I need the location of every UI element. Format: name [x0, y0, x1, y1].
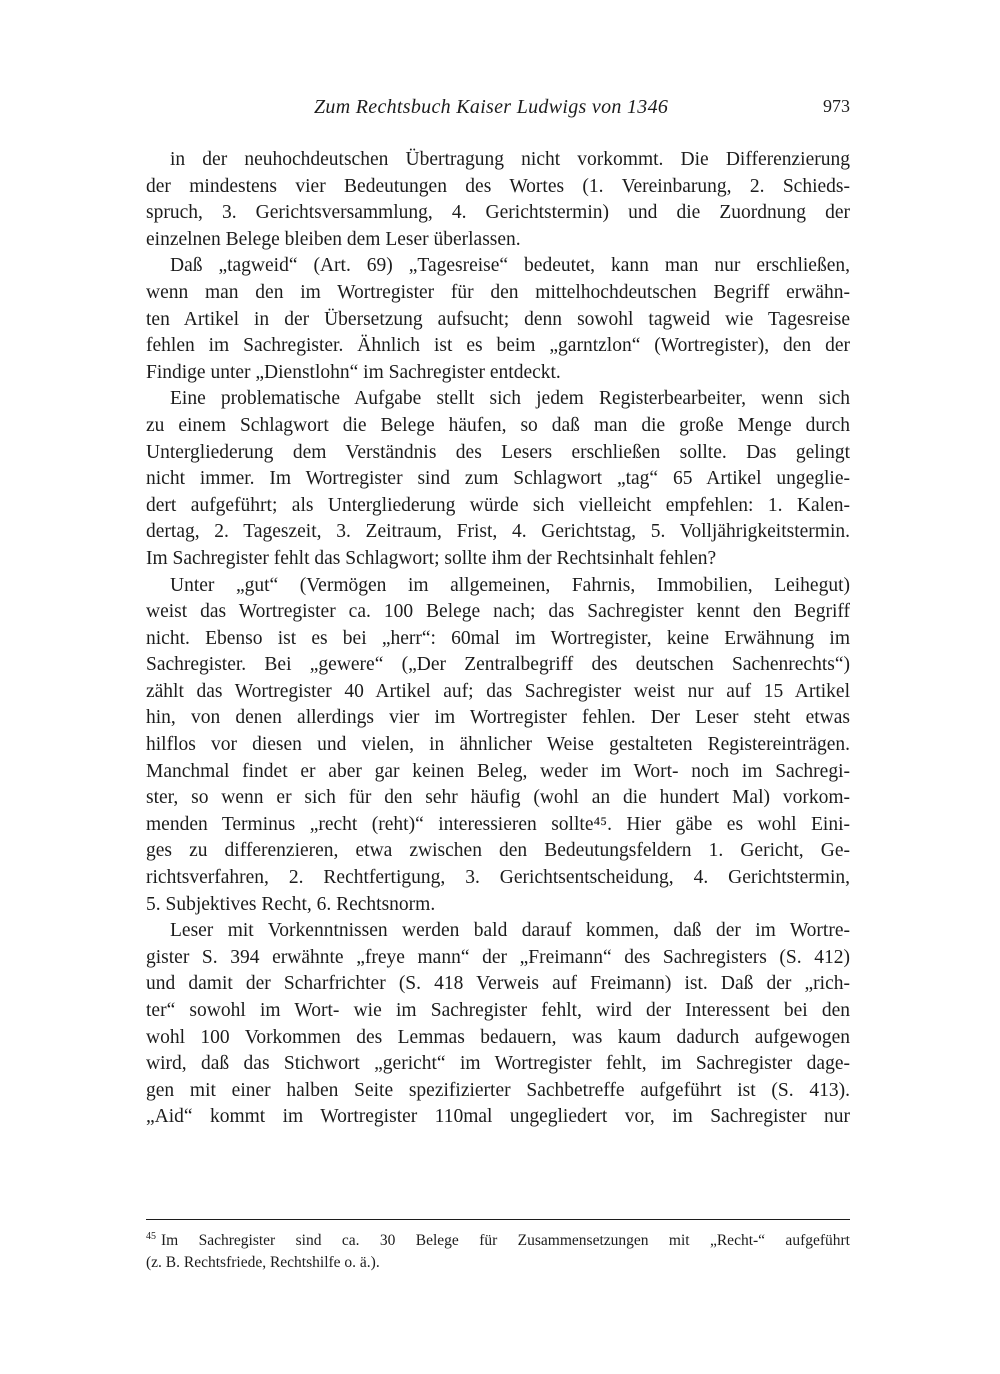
text-line: einzelnen Belege bleiben dem Leser überlassen.: [146, 228, 521, 250]
text-line: zählt das Wortregister 40 Artikel auf; das Sachregister weist nur auf 15 Artikel: [146, 680, 850, 702]
text-line: 5. Subjektives Recht, 6. Rechtsnorm.: [146, 893, 436, 915]
text-line: weist das Wortregister ca. 100 Belege nach; das Sachregister kennt den Begriff: [146, 601, 850, 623]
footnote-marker: 45: [146, 1230, 156, 1242]
text-line: hilflos vor diesen und vielen, in ähnlicher Weise gestalteten Registereinträgen.: [146, 734, 850, 756]
text-line: Sachregister. Bei „gewere“ („Der Zentralbegriff des deutschen Sachenrechts“): [146, 654, 850, 676]
text-line: Untergliederung dem Verständnis des Lesers erschließen sollte. Das gelingt: [146, 441, 850, 463]
text-line: dertag, 2. Tageszeit, 3. Zeitraum, Frist, 4. Gerichtstag, 5. Volljährigkeitstermin.: [146, 521, 850, 543]
text-line: „Aid“ kommt im Wortregister 110mal ungegliedert vor, im Sachregister nur: [146, 1106, 850, 1128]
text-line: und damit der Scharfrichter (S. 418 Verweis auf Freimann) ist. Daß der „rich-: [146, 973, 850, 995]
footnote-line: (z. B. Rechtsfriede, Rechtshilfe o. ä.).: [146, 1254, 380, 1271]
text-line: ter“ sowohl im Wort- wie im Sachregister fehlt, wird der Interessent bei den: [146, 1000, 850, 1021]
text-line: hin, von denen allerdings vier im Wortregister fehlen. Der Leser steht etwas: [146, 707, 850, 729]
running-header: [146, 96, 850, 124]
text-line: Daß „tagweid“ (Art. 69) „Tagesreise“ bedeutet, kann man nur erschließen,: [170, 255, 850, 277]
text-line: gister S. 394 erwähnte „freye mann“ der „Freimann“ des Sachregisters (S. 412): [146, 946, 850, 968]
text-line: spruch, 3. Gerichtsversammlung, 4. Gerichtstermin) und die Zuordnung der: [146, 202, 850, 224]
text-line: der mindestens vier Bedeutungen des Wortes (1. Vereinbarung, 2. Schieds-: [146, 175, 850, 197]
text-line: ges zu differenzieren, etwa zwischen den Bedeutungsfeldern 1. Gericht, Ge-: [146, 840, 850, 862]
text-line: Im Sachregister fehlt das Schlagwort; sollte ihm der Rechtsinhalt fehlen?: [146, 547, 717, 569]
text-line: Eine problematische Aufgabe stellt sich jedem Registerbearbeiter, wenn sich: [170, 388, 850, 410]
running-title: Zum Rechtsbuch Kaiser Ludwigs von 1346: [314, 96, 669, 118]
text-line: richtsverfahren, 2. Rechtfertigung, 3. Gerichtsentscheidung, 4. Gerichtstermin,: [146, 867, 850, 889]
text-line: in der neuhochdeutschen Übertragung nicht vorkommt. Die Differenzierung: [170, 149, 850, 170]
text-line: Findige unter „Dienstlohn“ im Sachregister entdeckt.: [146, 361, 561, 383]
text-line: Unter „gut“ (Vermögen im allgemeinen, Fahrnis, Immobilien, Leihegut): [170, 574, 850, 596]
text-line: ten Artikel in der Übersetzung aufsucht; denn sowohl tagweid wie Tagesreise: [146, 308, 850, 330]
paragraph: [146, 253, 850, 386]
footnote-text: Im Sachregister sind ca. 30 Belege für Zusammensetzungen mit „Recht-“ aufgeführt: [161, 1232, 850, 1249]
text-line: Leser mit Vorkenntnissen werden bald darauf kommen, daß der im Wortre-: [170, 920, 850, 942]
page-number: 973: [823, 96, 850, 116]
footnote-line: [146, 1230, 850, 1252]
footnote: [146, 1230, 850, 1274]
text-line: wird, daß das Stichwort „gericht“ im Wortregister fehlt, im Sachregister dage-: [146, 1053, 850, 1075]
footnote-divider: [146, 1219, 850, 1220]
paragraph: [146, 147, 850, 253]
text-line: ster, so wenn er sich für den sehr häufig (wohl an die hundert Mal) vorkom-: [146, 787, 850, 809]
paragraph: [146, 918, 850, 1131]
text-line: nicht immer. Im Wortregister sind zum Schlagwort „tag“ 65 Artikel ungeglie-: [146, 468, 850, 490]
body-text: [146, 147, 850, 1131]
text-line: menden Terminus „recht (reht)“ interessieren sollte⁴⁵. Hier gäbe es wohl Eini-: [146, 813, 850, 835]
paragraph: [146, 386, 850, 572]
text-line: gen mit einer halben Seite spezifizierter Sachbetreffe aufgeführt ist (S. 413).: [146, 1079, 850, 1101]
text-line: Manchmal findet er aber gar keinen Beleg, weder im Wort- noch im Sachregi-: [146, 760, 850, 782]
text-line: wenn man den im Wortregister für den mittelhochdeutschen Begriff erwähn-: [146, 281, 850, 303]
text-line: wohl 100 Vorkommen des Lemmas bedauern, was kaum dadurch aufgewogen: [146, 1026, 850, 1048]
paragraph: [146, 573, 850, 919]
text-line: fehlen im Sachregister. Ähnlich ist es beim „garntzlon“ (Wortregister), den der: [146, 335, 850, 357]
text-line: dert aufgeführt; als Untergliederung würde sich vielleicht empfehlen: 1. Kalen-: [146, 494, 850, 516]
text-line: nicht. Ebenso ist es bei „herr“: 60mal im Wortregister, keine Erwähnung im: [146, 627, 850, 649]
text-line: zu einem Schlagwort die Belege häufen, so daß man die große Menge durch: [146, 414, 850, 436]
